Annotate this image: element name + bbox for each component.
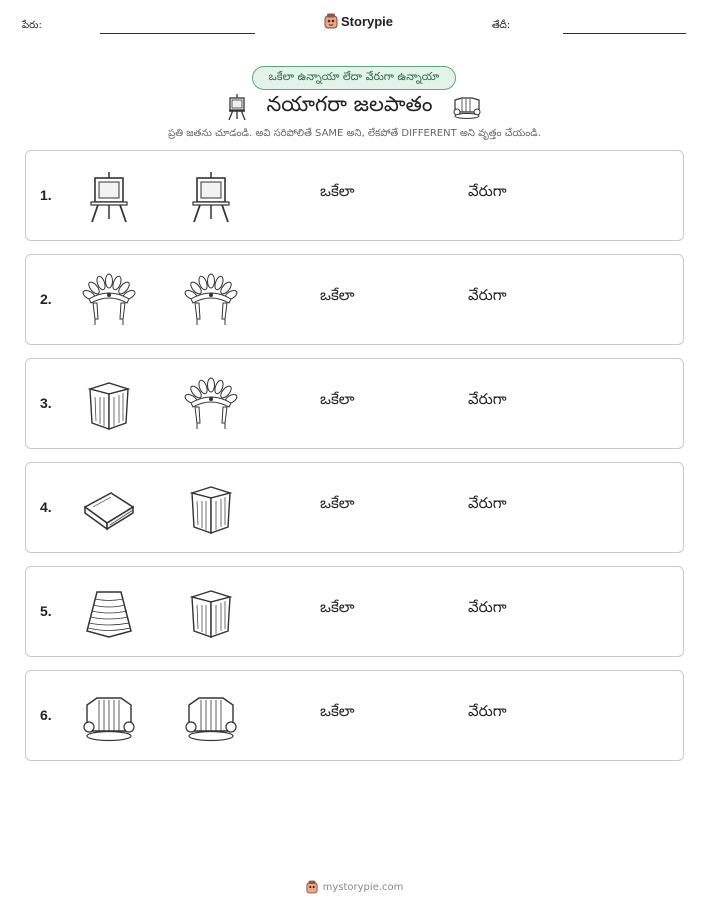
different-option[interactable]: వేరుగా [468,702,507,720]
headdress-icon [81,273,137,329]
cliff-block-icon [81,377,137,433]
question-card-4 [25,462,684,553]
same-option[interactable]: ఒకేలా [320,182,355,200]
same-option[interactable]: ఒకేలా [320,390,355,408]
page-title: నయాగరా జలపాతం [266,92,433,116]
brand-name: Storypie [341,13,394,29]
footer-url[interactable]: mystorypie.com [322,881,404,893]
question-number: 3. [40,395,52,411]
headdress-icon [183,377,239,433]
rock-layers-icon [81,585,137,641]
question-number: 4. [40,499,52,515]
question-card-2 [25,254,684,345]
different-option[interactable]: వేరుగా [468,182,507,200]
waterfall-icon [183,689,239,745]
same-option[interactable]: ఒకేలా [320,702,355,720]
easel-icon [183,169,239,225]
same-option[interactable]: ఒకేలా [320,598,355,616]
footer [0,880,709,894]
different-option[interactable]: వేరుగా [468,286,507,304]
question-card-6 [25,670,684,761]
question-number: 2. [40,291,52,307]
name-line[interactable] [100,33,255,34]
cliff-block-icon [183,585,239,641]
storypie-mascot-icon [324,13,338,29]
question-number: 6. [40,707,52,723]
instructions: ప్రతి జతను చూడండి. అవి సరిపోలితే SAME అని, లేకపోతే DIFFERENT అని వృత్తం చేయండి. [168,128,541,139]
book-icon [81,481,137,537]
date-line[interactable] [563,33,686,34]
different-option[interactable]: వేరుగా [468,494,507,512]
worksheet-badge: ఒకేలా ఉన్నాయా లేదా వేరుగా ఉన్నాయా [252,66,456,90]
date-label: తేదీ: [492,20,511,31]
question-card-3 [25,358,684,449]
name-label: పేరు: [22,20,42,31]
question-number: 5. [40,603,52,619]
same-option[interactable]: ఒకేలా [320,286,355,304]
question-card-5 [25,566,684,657]
cliff-block-icon [183,481,239,537]
question-card-1 [25,150,684,241]
waterfall-icon [81,689,137,745]
same-option[interactable]: ఒకేలా [320,494,355,512]
storypie-mascot-icon [306,880,318,894]
easel-icon [227,93,247,121]
different-option[interactable]: వేరుగా [468,598,507,616]
waterfall-icon [452,94,482,120]
different-option[interactable]: వేరుగా [468,390,507,408]
easel-icon [81,169,137,225]
headdress-icon [183,273,239,329]
brand-logo [324,13,393,29]
question-number: 1. [40,187,52,203]
